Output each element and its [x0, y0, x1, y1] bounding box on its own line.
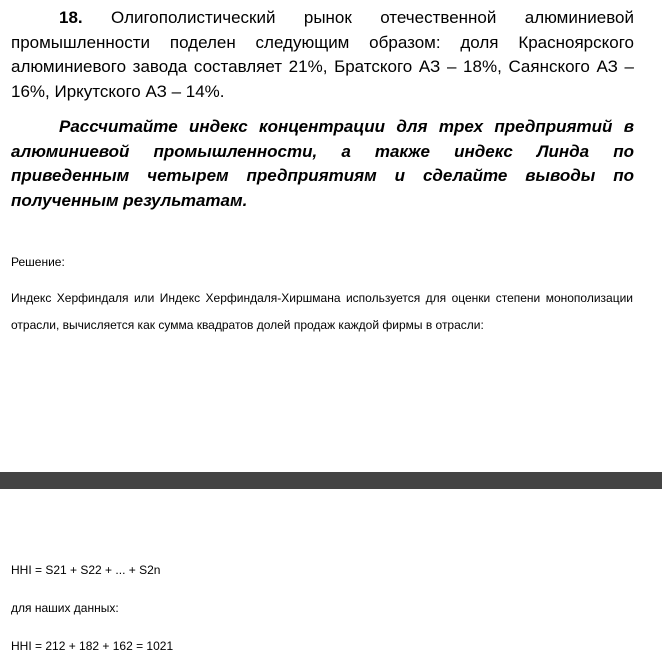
hhi-formula: HHI = S21 + S22 + ... + S2n	[11, 563, 161, 577]
task-question-paragraph: Рассчитайте индекс концентрации для трех предприятий в алюминиевой промышленности, а также индекс Линда по приведенным четырем предприятиям и сделайте выводы по полученным результатам.	[11, 117, 634, 210]
data-label: для наших данных:	[11, 601, 119, 615]
task-intro-text: Олигополистический рынок отечественной алюминиевой промышленности поделен следующим образом: доля Красноярского алюминиевого завода составляет 21%, Братского АЗ – 18%, Саянского АЗ – 16%, Иркутского АЗ – 14%.	[11, 8, 634, 101]
page-break-divider	[0, 472, 662, 489]
hhi-calculation: HHI = 212 + 182 + 162 = 1021	[11, 639, 174, 653]
task-number: 18.	[59, 8, 83, 27]
solution-label: Решение:	[11, 255, 65, 269]
hhi-description-paragraph: Индекс Херфиндаля или Индекс Херфиндаля-Хиршмана используется для оценки степени монополизации отрасли, вычисляется как сумма квадратов долей продаж каждой фирмы в отрасли:	[11, 291, 633, 332]
task-intro-paragraph	[11, 6, 634, 104]
